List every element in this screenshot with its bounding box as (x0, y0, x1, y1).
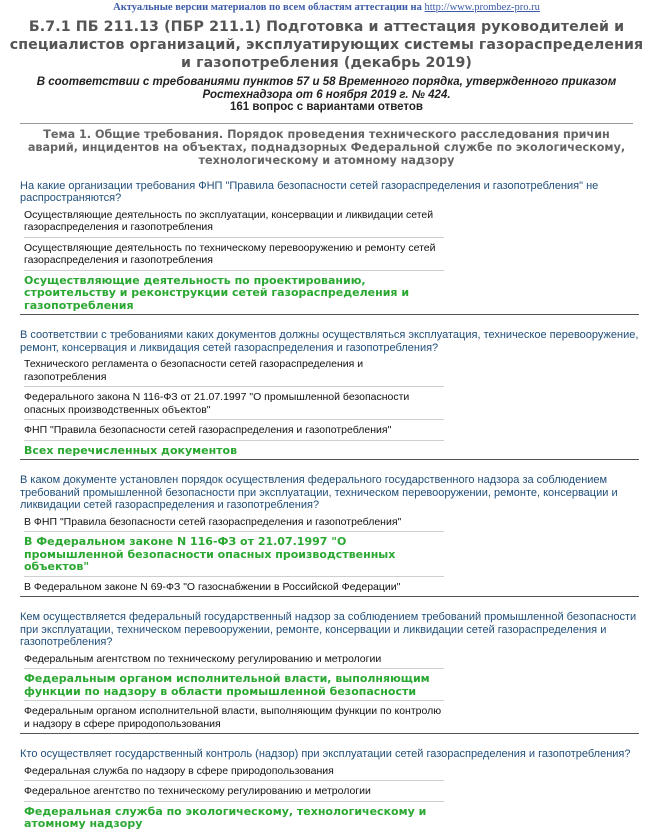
answer-option[interactable]: Федеральным органом исполнительной власти, выполняющим функции по контролю и надзору в сфере природопользования (24, 705, 442, 730)
question-text: В соответствии с требованиями каких документов должны осуществляться эксплуатация, техническое перевооружение, ремонт, консервация и ликвидация сетей газораспределения и газопотребления? (20, 329, 639, 354)
site-link[interactable]: http://www.prombez-pro.ru (424, 2, 540, 13)
answer-option[interactable]: Осуществляющие деятельность по эксплуатации, консервации и ликвидации сетей газораспределения и газопотребления (24, 205, 444, 238)
answer-option[interactable]: ФНП "Правила безопасности сетей газораспределения и газопотребления" (24, 420, 444, 441)
answer-option[interactable]: Федерального закона N 116-ФЗ от 21.07.1997 "О промышленной безопасности опасных производственных объектов" (24, 387, 444, 420)
answer-option[interactable]: Федеральное агентство по техническому регулированию и метрологии (24, 781, 444, 802)
document-subtitle (20, 76, 633, 114)
question-text: На какие организации требования ФНП "Правила безопасности сетей газораспределения и газопотребления" не распространяются? (20, 179, 599, 204)
correct-answer[interactable]: Всех перечисленных документов (24, 443, 238, 457)
question-divider (20, 459, 639, 460)
correct-answer[interactable]: Федеральным органом исполнительной власти, выполняющим функции по надзору в области промышленной безопасности (24, 669, 444, 701)
answer-option[interactable]: Федеральным агентством по техническому регулированию и метрологии (24, 649, 444, 670)
question-text: Кем осуществляется федеральный государственный надзор за соблюдением требований промышленной безопасности при эксплуатации, техническом перевооружении, ремонте, консервации и ликвидации сетей газораспределения и газопотребления? (20, 611, 637, 648)
top-banner (0, 0, 653, 14)
header-divider (20, 123, 633, 124)
subtitle-line-2: Ростехнадзора от 6 ноября 2019 г. № 424. (202, 88, 451, 101)
question-text: В каком документе установлен порядок осуществления федерального государственного надзора за соблюдением требований промышленной безопасности при эксплуатации, техническом перевооружении, ремонте, консервации и ликвидации сетей газораспределения и газопотребления? (20, 474, 618, 511)
answer-option[interactable]: Федеральная служба по надзору в сфере природопользования (24, 761, 444, 782)
question-divider (20, 733, 639, 734)
answer-option[interactable]: Технического регламента о безопасности сетей газораспределения и газопотребления (24, 354, 444, 387)
correct-answer[interactable]: Федеральная служба по экологическому, технологическому и атомному надзору (24, 804, 427, 830)
subtitle-line-1: В соответствии с требованиями пунктов 57 и 58 Временного порядка, утвержденного приказом (36, 76, 617, 88)
answer-option[interactable]: В ФНП "Правила безопасности сетей газораспределения и газопотребления" (24, 512, 444, 533)
answer-option[interactable]: Осуществляющие деятельность по техническому перевооружению и ремонту сетей газораспределения и газопотребления (24, 238, 444, 271)
top-banner-text: Актуальные версии материалов по всем областям аттестации на (113, 2, 422, 13)
question-divider (20, 314, 639, 315)
topic-heading: Тема 1. Общие требования. Порядок проведения технического расследования причин аварий, инцидентов на объектах, поднадзорных Федеральной службе по экологическому, технологическому и атомному надзору (27, 127, 626, 167)
answer-option[interactable]: В Федеральном законе N 69-ФЗ "О газоснабжении в Российской Федерации" (24, 580, 401, 593)
correct-answer[interactable]: В Федеральном законе N 116-ФЗ от 21.07.1997 "О промышленной безопасности опасных производственных объектов" (24, 532, 444, 577)
question-count: 161 вопрос с вариантами ответов (229, 101, 423, 113)
document-title: Б.7.1 ПБ 211.13 (ПБР 211.1) Подготовка и аттестация руководителей и специалистов организаций, эксплуатирующих системы газораспределения и газопотребления (декабрь 2019) (9, 19, 644, 71)
question-text: Кто осуществляет государственный контроль (надзор) при эксплуатации сетей газораспределения и газопотребления? (20, 748, 631, 760)
correct-answer[interactable]: Осуществляющие деятельность по проектированию, строительству и реконструкции сетей газораспределения и газопотребления (24, 273, 410, 312)
question-divider (20, 596, 639, 597)
